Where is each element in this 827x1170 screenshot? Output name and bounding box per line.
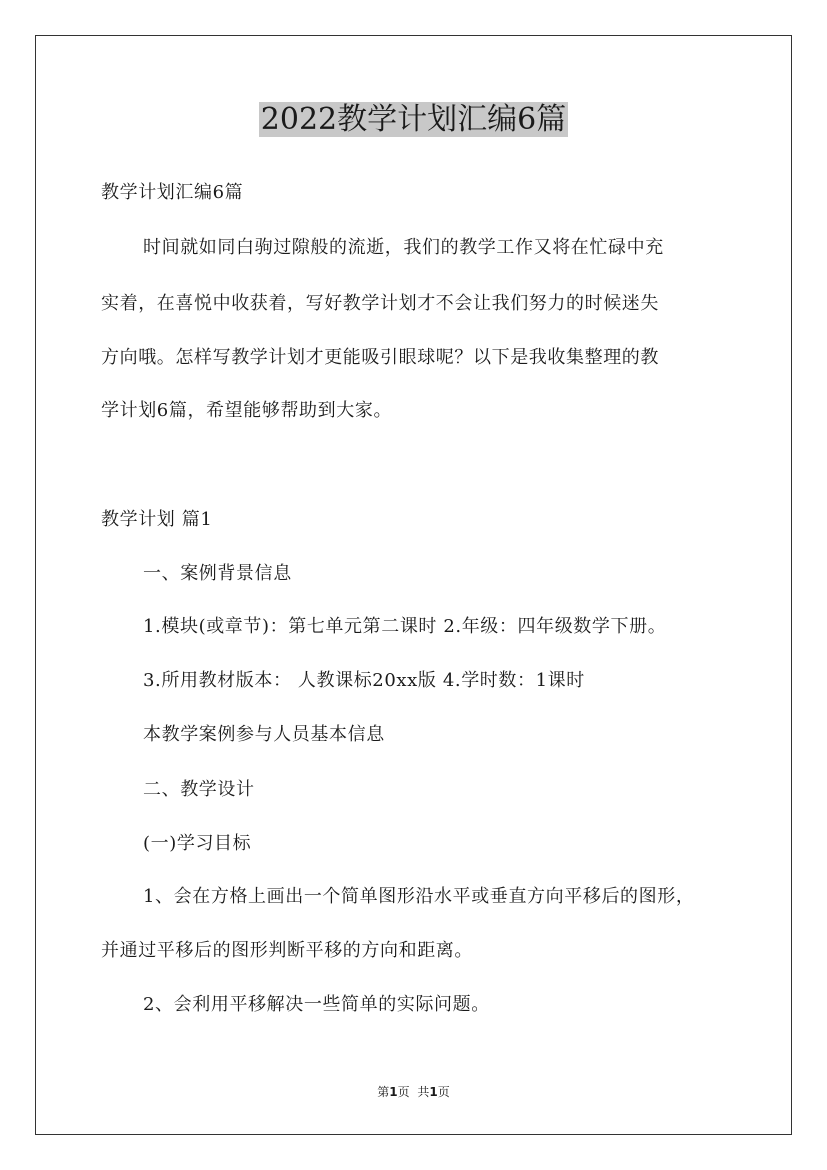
body-line-2: 1.模块(或章节)：第七单元第二课时 2.年级：四年级数学下册。 [143,616,667,637]
body-line-6: (一)学习目标 [143,833,252,854]
footer-page-number: 1 [389,1085,398,1099]
footer-page-suffix: 页 [397,1085,410,1099]
intro-line-2: 实着，在喜悦中收获着，写好教学计划才不会让我们努力的时候迷失 [101,293,659,314]
document-title-text: 2022教学计划汇编6篇 [260,102,567,137]
footer-total-prefix: 共 [417,1085,430,1099]
document-title [0,100,827,140]
intro-line-1: 时间就如同白驹过隙般的流逝，我们的教学工作又将在忙碌中充 [143,237,664,258]
page-footer [0,1084,827,1100]
body-line-3: 3.所用教材版本： 人教课标20xx版 4.学时数：1课时 [143,670,585,691]
footer-total-suffix: 页 [437,1085,450,1099]
body-line-4: 本教学案例参与人员基本信息 [143,724,385,745]
body-line-8: 并通过平移后的图形判断平移的方向和距离。 [101,940,473,961]
footer-page-prefix: 第 [377,1085,390,1099]
section-heading: 教学计划 篇1 [101,509,213,530]
intro-line-4: 学计划6篇，希望能够帮助到大家。 [101,400,393,421]
footer-total-pages: 1 [429,1085,438,1099]
intro-line-3: 方向哦。怎样写教学计划才更能吸引眼球呢？以下是我收集整理的教 [101,347,659,368]
body-line-9: 2、会利用平移解决一些简单的实际问题。 [143,994,490,1015]
document-subtitle: 教学计划汇编6篇 [101,182,244,203]
body-line-1: 一、案例背景信息 [143,563,292,584]
body-line-7: 1、会在方格上画出一个简单图形沿水平或垂直方向平移后的图形， [143,886,695,907]
body-line-5: 二、教学设计 [143,779,255,800]
